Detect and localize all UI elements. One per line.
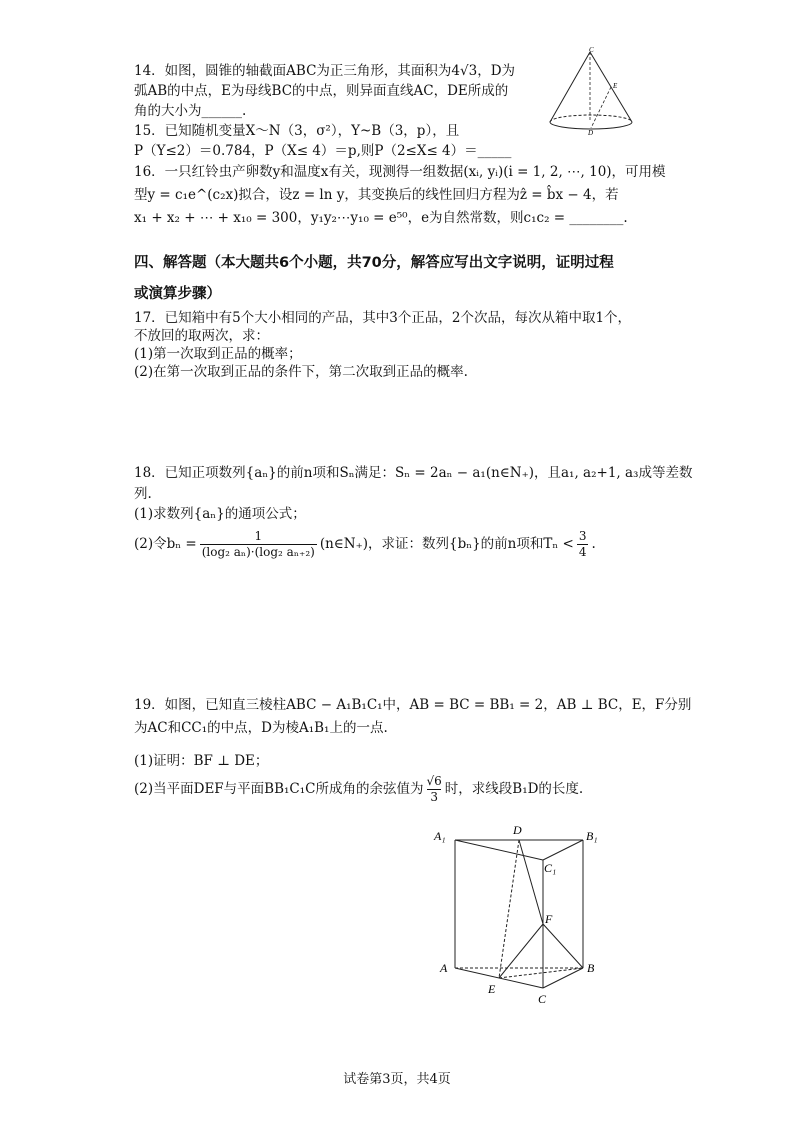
q17-line1: 17．已知箱中有5个大小相同的产品，其中3个正品，2个次品，每次从箱中取1个， (134, 310, 632, 326)
cone-figure (542, 46, 642, 136)
q16-line3: x₁ + x₂ + ⋯ + x₁₀ = 300，y₁y₂⋯y₁₀ = e⁵⁰，e为自然常数，则c₁c₂ = ________. (134, 210, 628, 226)
q18-part2-post: (n∈N₊)，求证：数列{bₙ}的前n项和Tₙ < (319, 536, 574, 552)
q19-cos-numerator: √6 (426, 773, 442, 788)
q16-line2: 型y = c₁e^(c₂x)拟合，设z = ln y，其变换后的线性回归方程为ẑ = b̂x − 4，若 (134, 187, 619, 203)
q18-line1: 18．已知正项数列{aₙ}的前n项和Sₙ满足：Sₙ = 2aₙ − a₁(n∈N₊)，且a₁, a₂+1, a₃成等差数 (134, 465, 693, 481)
q19-line1: 19．如图，已知直三棱柱ABC − A₁B₁C₁中，AB = BC = BB₁ = 2，AB ⊥ BC，E，F分别 (134, 697, 692, 713)
q15-line1: 15．已知随机变量X～N（3，σ²），Y~B（3，p），且 (134, 123, 460, 139)
q16-line1: 16．一只红铃虫产卵数y和温度x有关，现测得一组数据(xᵢ, yᵢ)(i = 1, 2, ⋯, 10)，可用模 (134, 164, 666, 180)
prism-figure (420, 818, 610, 1010)
q18-bound-numerator: 3 (578, 528, 587, 543)
section-heading-line2: 或演算步骤） (134, 286, 221, 302)
q14-line3: 角的大小为______. (134, 103, 247, 119)
q14-line1: 14．如图，圆锥的轴截面ABC为正三角形，其面积为4√3，D为 (134, 63, 516, 79)
prism-label-e: E (488, 982, 496, 996)
prism-label-d: D (513, 823, 522, 837)
page-footer: 试卷第3页，共4页 (343, 1072, 451, 1087)
q14-line2: 弧AB的中点，E为母线BC的中点，则异面直线AC，DE所成的 (134, 83, 509, 99)
cone-label-d: D (588, 129, 594, 136)
q18-part2-pre: (2)令bₙ = (134, 536, 197, 552)
q18-part1: (1)求数列{aₙ}的通项公式； (134, 506, 306, 522)
cone-label-e: E (613, 82, 618, 90)
prism-label-a: A (440, 961, 448, 975)
q17-part1: (1)第一次取到正品的概率； (134, 346, 302, 362)
q19-cos-fraction (427, 774, 442, 805)
q18-period: . (591, 536, 596, 552)
q19-line2: 为AC和CC₁的中点，D为棱A₁B₁上的一点. (134, 720, 388, 736)
q17-line2: 不放回的取两次，求： (134, 328, 269, 344)
prism-label-c1: C₁ (544, 861, 557, 875)
q19-part1: (1)证明：BF ⊥ DE； (134, 753, 269, 769)
q19-part2 (134, 772, 583, 806)
cone-label-c: C (589, 46, 594, 54)
q19-part2-pre: (2)当平面DEF与平面BB₁C₁C所成角的余弦值为 (134, 781, 424, 797)
q19-part2-post: 时，求线段B₁D的长度. (444, 781, 584, 797)
section-heading-line1: 四、解答题（本大题共6个小题，共70分，解答应写出文字说明，证明过程 (134, 255, 614, 271)
q18-part2 (134, 528, 596, 560)
prism-label-c: C (538, 992, 547, 1006)
q17-part2: (2)在第一次取到正品的条件下，第二次取到正品的概率. (134, 364, 468, 380)
q18-bn-fraction (200, 529, 317, 560)
prism-label-b1: B₁ (586, 829, 598, 843)
q18-bound-denominator: 4 (578, 544, 587, 559)
prism-label-a1: A₁ (434, 829, 446, 843)
q18-bn-numerator: 1 (254, 528, 263, 543)
q18-bn-denominator: (log₂ aₙ)·(log₂ aₙ₊₂) (201, 544, 315, 559)
prism-label-f: F (545, 912, 553, 926)
q19-cos-denominator: 3 (427, 789, 441, 805)
q15-line2: P（Y≤2）＝0.784，P（X≤ 4）＝p,则P（2≤X≤ 4）＝_____ (134, 143, 512, 159)
prism-label-b: B (587, 961, 595, 975)
q18-line2: 列. (134, 486, 152, 502)
q18-bound-fraction (577, 529, 589, 560)
